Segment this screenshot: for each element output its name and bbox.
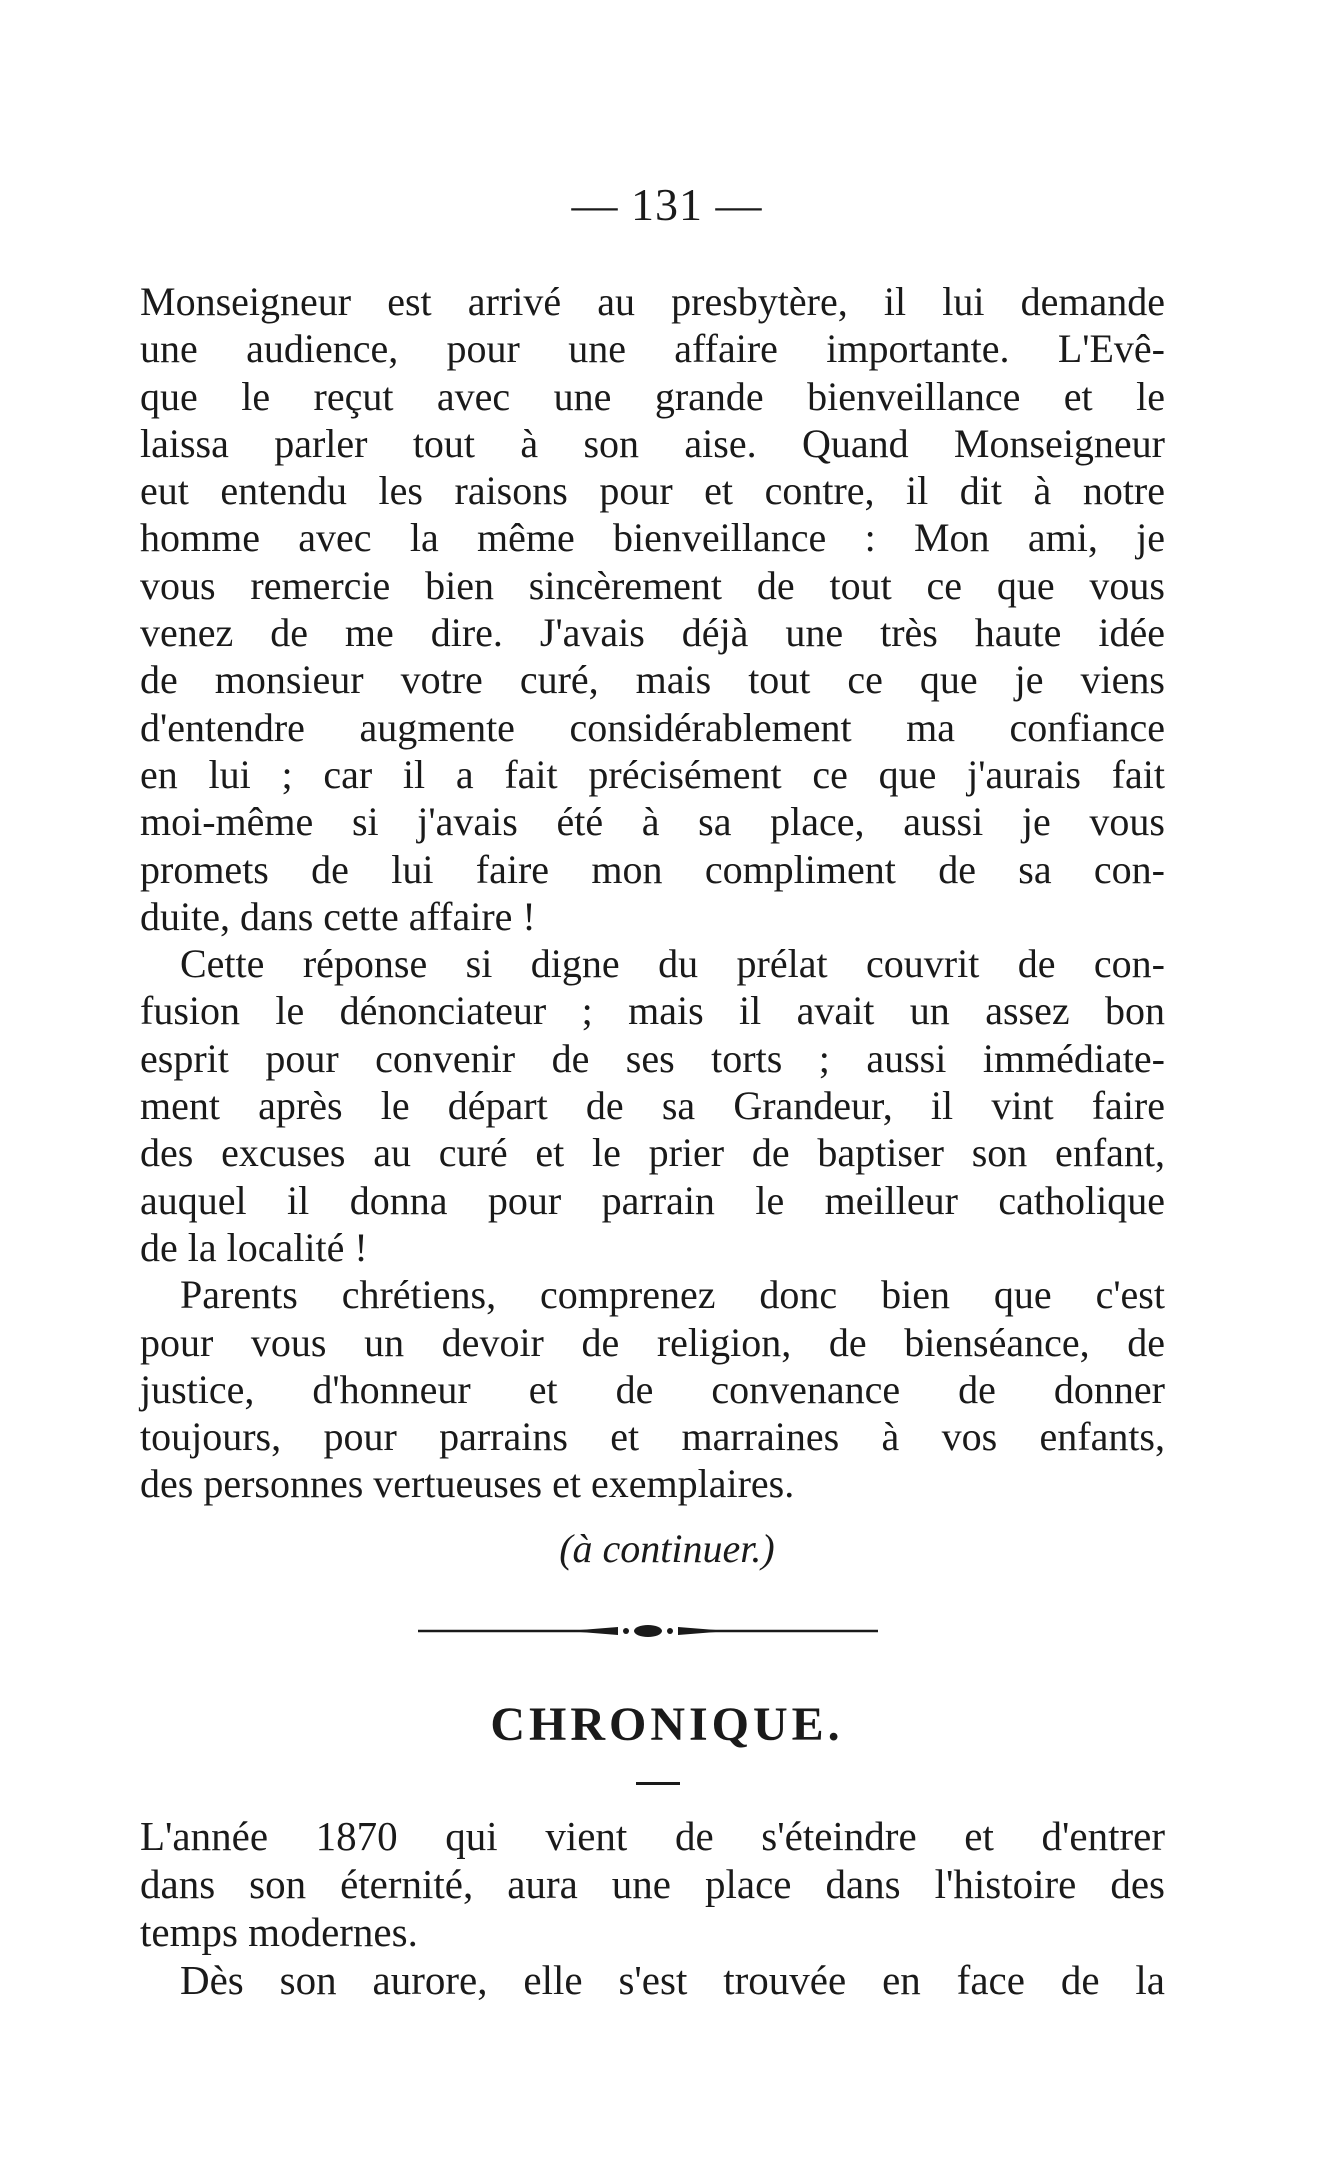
- text-line: des excuses au curé et le prier de baptiser son enfant,: [140, 1130, 1165, 1176]
- section-divider-ornament: [418, 1620, 878, 1642]
- text-line: d'entendre augmente considérablement ma confiance: [140, 704, 1165, 750]
- text-line: toujours, pour parrains et marraines à vos enfants,: [140, 1414, 1165, 1460]
- text-line: Cette réponse si digne du prélat couvrit de con-: [180, 941, 1165, 987]
- text-line: temps modernes.: [140, 1909, 418, 1955]
- text-line: venez de me dire. J'avais déjà une très haute idée: [140, 610, 1165, 656]
- text-line: ment après le départ de sa Grandeur, il vint faire: [140, 1083, 1165, 1129]
- article-body: [140, 278, 1165, 1508]
- chronique-body: [140, 1812, 1165, 2004]
- text-line: L'année 1870 qui vient de s'éteindre et d'entrer: [140, 1813, 1165, 1859]
- text-line: esprit pour convenir de ses torts ; aussi immédiate-: [140, 1035, 1165, 1081]
- text-line: auquel il donna pour parrain le meilleur catholique: [140, 1177, 1165, 1223]
- text-line: duite, dans cette affaire !: [140, 893, 536, 939]
- text-line: en lui ; car il a fait précisément ce que j'aurais fait: [140, 751, 1165, 797]
- page-number: — 131 —: [571, 179, 763, 230]
- text-line: pour vous un devoir de religion, de bienséance, de: [140, 1319, 1165, 1365]
- text-line: des personnes vertueuses et exemplaires.: [140, 1461, 795, 1507]
- heading-rule: [636, 1782, 680, 1785]
- text-line: justice, d'honneur et de convenance de donner: [140, 1366, 1165, 1412]
- text-line: Dès son aurore, elle s'est trouvée en face de la: [180, 1957, 1165, 2003]
- text-line: eut entendu les raisons pour et contre, il dit à notre: [140, 468, 1165, 514]
- text-line: dans son éternité, aura une place dans l'histoire des: [140, 1861, 1165, 1907]
- text-line: promets de lui faire mon compliment de sa con-: [140, 846, 1165, 892]
- text-line: de la localité !: [140, 1224, 368, 1270]
- text-line: fusion le dénonciateur ; mais il avait un assez bon: [140, 988, 1165, 1034]
- to-be-continued: (à continuer.): [559, 1526, 775, 1571]
- text-line: Monseigneur est arrivé au presbytère, il lui demande: [140, 279, 1165, 324]
- text-line: vous remercie bien sincèrement de tout ce que vous: [140, 562, 1165, 608]
- text-line: moi-même si j'avais été à sa place, aussi je vous: [140, 799, 1165, 845]
- chronique-heading: CHRONIQUE.: [490, 1698, 844, 1751]
- text-line: de monsieur votre curé, mais tout ce que je viens: [140, 657, 1165, 703]
- text-line: homme avec la même bienveillance : Mon ami, je: [140, 515, 1165, 561]
- text-line: que le reçut avec une grande bienveillance et le: [140, 373, 1165, 419]
- text-line: laissa parler tout à son aise. Quand Monseigneur: [140, 420, 1165, 466]
- text-line: Parents chrétiens, comprenez donc bien que c'est: [180, 1272, 1165, 1318]
- text-line: une audience, pour une affaire importante. L'Evê-: [140, 326, 1165, 372]
